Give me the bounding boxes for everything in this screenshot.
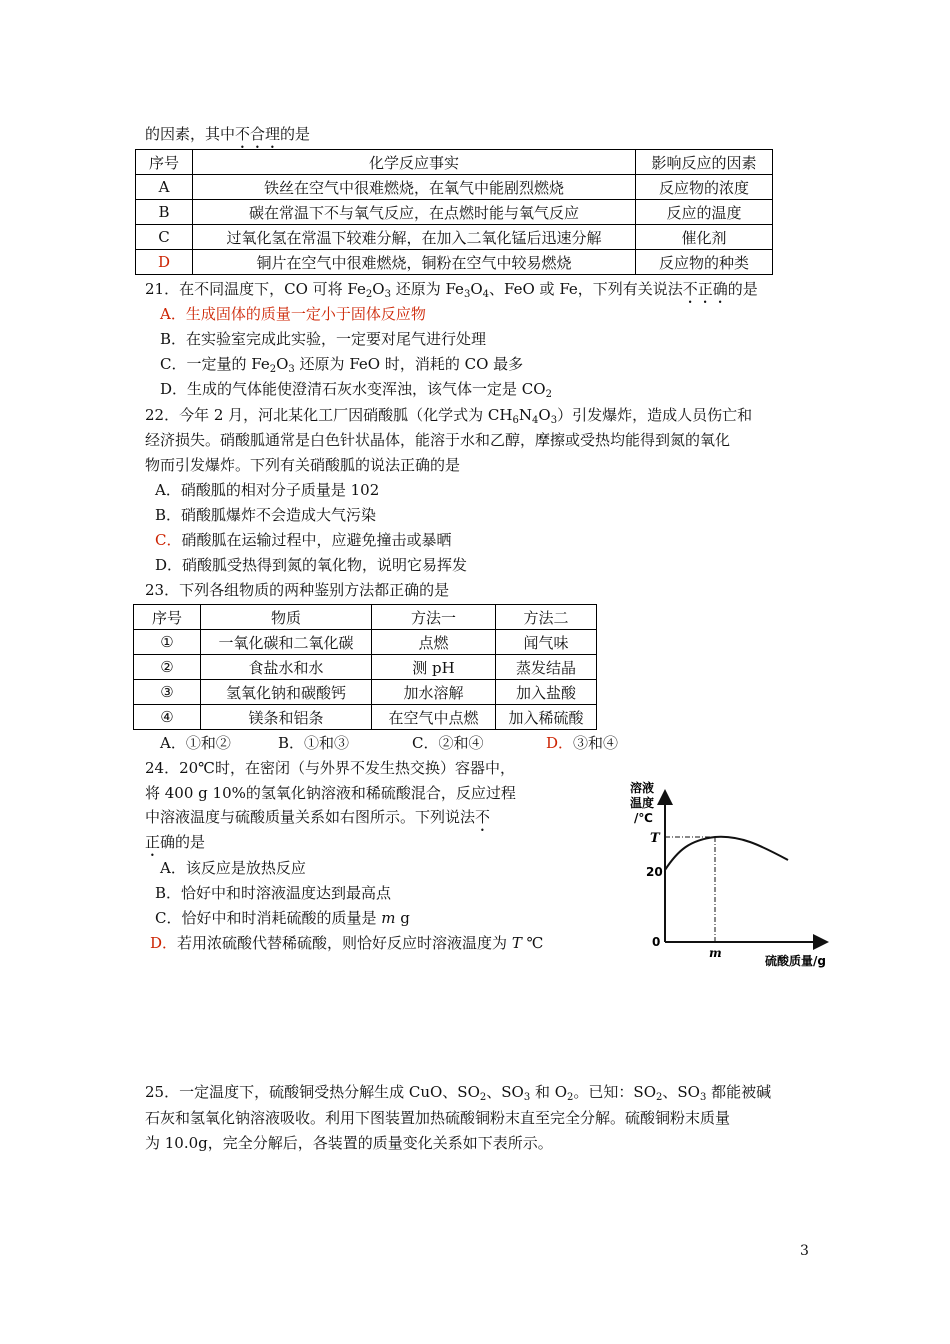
table-cell: ① — [134, 630, 201, 655]
temperature-curve — [665, 837, 788, 870]
q21-option-c-text: C．一定量的 Fe — [160, 355, 270, 373]
y-axis-label: 温度 — [630, 796, 655, 810]
table-cell: ③ — [134, 680, 201, 705]
table-header: 序号 — [136, 150, 193, 175]
table-cell: 加水溶解 — [372, 680, 496, 705]
table-cell: 反应物的浓度 — [636, 175, 773, 200]
table-cell: 镁条和铝条 — [201, 705, 372, 730]
q21-option-c-text: 还原为 FeO 时，消耗的 CO 最多 — [294, 355, 524, 373]
table-cell: 加入稀硫酸 — [496, 705, 597, 730]
q21-stem-text: O — [470, 280, 483, 298]
q21-stem-text: 21．在不同温度下，CO 可将 Fe — [145, 280, 366, 298]
q22-text: O — [538, 406, 551, 424]
q23-option-d — [546, 731, 618, 756]
table-header: 化学反应事实 — [193, 150, 636, 175]
q22-option-c — [155, 528, 452, 553]
q21-stem-text: 、FeO 或 Fe，下列有关说法 — [489, 280, 683, 298]
tick-label-20: 20 — [646, 865, 663, 879]
q21-stem-text: 的是 — [727, 280, 758, 298]
q23-stem: 23．下列各组物质的两种鉴别方法都正确的是 — [145, 581, 450, 599]
identification-table — [133, 604, 597, 730]
table-cell: 催化剂 — [636, 225, 773, 250]
q21-option-c-text: O — [276, 355, 289, 373]
table-cell: 碳在常温下不与氧气反应，在点燃时能与氧气反应 — [193, 200, 636, 225]
q24-emphasis: 正 — [145, 833, 161, 851]
q24-text: 中溶液温度与硫酸质量关系如右图所示。下列说法 — [145, 808, 476, 826]
q21-stem-text: 还原为 Fe — [390, 280, 464, 298]
q25-text: 、SO — [662, 1083, 700, 1101]
tick-label-T: T — [650, 831, 660, 846]
table-header: 方法一 — [372, 605, 496, 630]
x-axis-label: 硫酸质量/g — [765, 954, 826, 968]
subscript: 2 — [567, 1092, 574, 1103]
table-row — [136, 200, 773, 225]
table-cell: 加入盐酸 — [496, 680, 597, 705]
table-header: 序号 — [134, 605, 201, 630]
q24-option-c — [155, 906, 410, 931]
table-header-row — [134, 605, 597, 630]
q21-option-d — [160, 377, 552, 402]
reaction-factors-table — [135, 149, 773, 275]
subscript: 2 — [545, 389, 552, 400]
q23-option-b: B．①和③ — [278, 734, 350, 752]
table-row — [134, 630, 597, 655]
q23-option-c: C．②和④ — [412, 734, 484, 752]
q21-option-c — [160, 352, 523, 377]
subscript: 3 — [463, 289, 471, 300]
q24-option-d-text: 若用浓硫酸代替稀硫酸，则恰好反应时溶液温度为 — [177, 934, 512, 952]
table-cell: 一氧化碳和二氧化碳 — [201, 630, 372, 655]
q24-option-c-text: C．恰好中和时消耗硫酸的质量是 — [155, 909, 382, 927]
table-cell: 蒸发结晶 — [496, 655, 597, 680]
q25-text: 25．一定温度下，硫酸铜受热分解生成 CuO、SO — [145, 1083, 480, 1101]
subscript: 6 — [512, 415, 519, 426]
y-axis-unit: /℃ — [634, 811, 653, 825]
q25-text: 。已知：SO — [573, 1083, 656, 1101]
q25-line-3: 为 10.0g，完全分解后，各装置的质量变化关系如下表所示。 — [145, 1134, 553, 1152]
table-cell: 反应物的种类 — [636, 250, 773, 275]
q24-option-d-var: T — [511, 934, 522, 952]
table-cell: 测 pH — [372, 655, 496, 680]
subscript: 2 — [269, 364, 277, 375]
table-row — [134, 680, 597, 705]
subscript: 4 — [532, 415, 539, 426]
subscript: 2 — [656, 1092, 663, 1103]
table-cell: ② — [134, 655, 201, 680]
subscript: 3 — [384, 289, 391, 300]
q23-option-d-text: ③和④ — [573, 734, 619, 752]
intro-emphasis: 不合理 — [235, 125, 281, 143]
q22-option-d: D．硝酸胍受热得到氮的氧化物，说明它易挥发 — [155, 556, 468, 574]
q24-option-b: B．恰好中和时溶液温度达到最高点 — [155, 884, 392, 902]
q21-option-d-text: D．生成的气体能使澄清石灰水变浑浊，该气体一定是 CO — [160, 380, 546, 398]
q24-option-d-letter: D． — [150, 934, 178, 952]
q24-line-2: 将 400 g 10%的氢氧化钠溶液和稀硫酸混合，反应过程 — [145, 784, 516, 802]
q21-option-a: A．生成固体的质量一定小于固体反应物 — [160, 305, 426, 323]
table-row — [136, 225, 773, 250]
table-cell: 过氧化氢在常温下较难分解，在加入二氧化锰后迅速分解 — [193, 225, 636, 250]
subscript: 2 — [479, 1092, 487, 1103]
q24-option-d — [150, 931, 543, 956]
table-header-row — [136, 150, 773, 175]
q22-line-1 — [145, 403, 752, 428]
q22-line-3: 物而引发爆炸。下列有关硝酸胍的说法正确的是 — [145, 456, 461, 474]
subscript: 2 — [365, 289, 373, 300]
q22-option-a: A．硝酸胍的相对分子质量是 102 — [155, 481, 380, 499]
table-header: 方法二 — [496, 605, 597, 630]
table-row — [134, 705, 597, 730]
q23-option-d-letter: D． — [546, 734, 574, 752]
table-cell: 铁丝在空气中很难燃烧，在氧气中能剧烈燃烧 — [193, 175, 636, 200]
q22-text: 22．今年 2 月，河北某化工厂因硝酸胍（化学式为 CH — [145, 406, 513, 424]
q22-option-b: B．硝酸胍爆炸不会造成大气污染 — [155, 506, 377, 524]
table-row — [134, 655, 597, 680]
q25-text: 和 O — [530, 1083, 568, 1101]
q24-text: 确的是 — [160, 833, 206, 851]
table-cell: B — [136, 200, 193, 225]
temperature-graph — [620, 775, 840, 970]
table-cell: 食盐水和水 — [201, 655, 372, 680]
q22-option-c-text: 硝酸胍在运输过程中，应避免撞击或暴晒 — [181, 531, 452, 549]
subscript: 3 — [523, 1092, 531, 1103]
tick-label-m: m — [709, 946, 722, 960]
q21-emphasis: 不正确 — [682, 280, 728, 298]
q24-option-c-var: m — [381, 909, 396, 927]
q22-text: ）引发爆炸，造成人员伤亡和 — [557, 406, 753, 424]
table-cell: A — [136, 175, 193, 200]
table-header: 影响反应的因素 — [636, 150, 773, 175]
q23-option-a: A．①和② — [160, 734, 231, 752]
y-axis-label: 溶液 — [630, 781, 655, 795]
q24-option-a: A．该反应是放热反应 — [160, 859, 306, 877]
q24-option-c-text: g — [395, 909, 410, 927]
q25-text: 、SO — [486, 1083, 524, 1101]
table-cell: 闻气味 — [496, 630, 597, 655]
intro-line — [145, 122, 310, 152]
q21-option-b: B．在实验室完成此实验，一定要对尾气进行处理 — [160, 330, 487, 348]
intro-text-end: 的是 — [280, 125, 311, 143]
q25-text: 都能被碱 — [706, 1083, 772, 1101]
q25-line-2: 石灰和氢氧化钠溶液吸收。利用下图装置加热硫酸铜粉末直至完全分解。硫酸铜粉末质量 — [145, 1109, 731, 1127]
table-cell: 铜片在空气中很难燃烧，铜粉在空气中较易燃烧 — [193, 250, 636, 275]
q24-emphasis: 不 — [475, 808, 491, 826]
q22-text: N — [518, 406, 532, 424]
subscript: 4 — [482, 289, 490, 300]
intro-text: 的因素，其中 — [145, 125, 236, 143]
q24-option-d-text: ℃ — [521, 934, 544, 952]
table-cell: 在空气中点燃 — [372, 705, 496, 730]
table-header: 物质 — [201, 605, 372, 630]
table-cell: ④ — [134, 705, 201, 730]
q24-line-1: 24．20℃时，在密闭（与外界不发生热交换）容器中， — [145, 759, 515, 777]
table-row — [136, 250, 773, 275]
subscript: 3 — [699, 1092, 707, 1103]
page-number: 3 — [800, 1243, 809, 1259]
q22-line-2: 经济损失。硝酸胍通常是白色针状晶体，能溶于水和乙醇，摩擦或受热均能得到氮的氧化 — [145, 431, 731, 449]
subscript: 3 — [550, 415, 558, 426]
q21-stem-text: O — [372, 280, 385, 298]
tick-label-0: 0 — [652, 935, 661, 949]
q25-line-1 — [145, 1080, 771, 1105]
q22-option-c-letter: C． — [155, 531, 182, 549]
table-cell: C — [136, 225, 193, 250]
table-cell: 点燃 — [372, 630, 496, 655]
subscript: 3 — [288, 364, 295, 375]
table-cell-answer: D — [136, 250, 193, 275]
table-cell: 氢氧化钠和碳酸钙 — [201, 680, 372, 705]
table-cell: 反应的温度 — [636, 200, 773, 225]
table-row — [136, 175, 773, 200]
